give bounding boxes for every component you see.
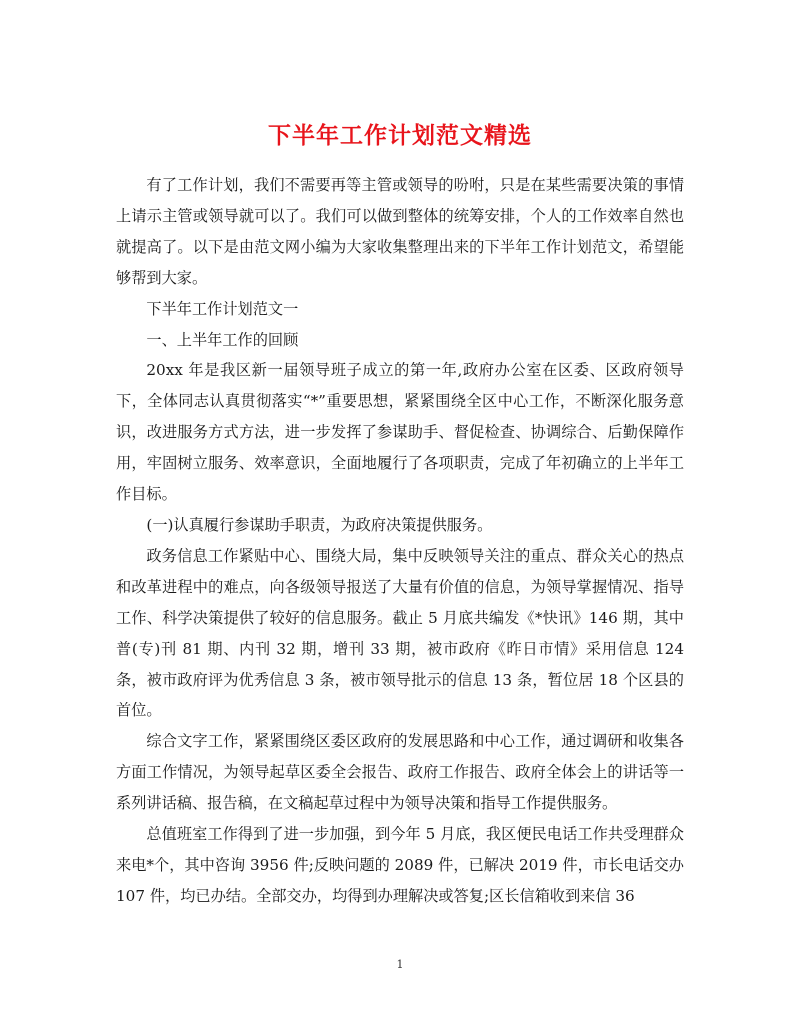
body-paragraph: 政务信息工作紧贴中心、围绕大局，集中反映领导关注的重点、群众关心的热点和改革进程中的难点，向各级领导报送了大量有价值的信息，为领导掌握情况、指导工作、科学决策提供了较好的信息服务。截止 5 月底共编发《*快讯》146 期，其中普(专)刊 81 期、内刊 32 期，增刊 33 期，被市政府《昨日市情》采用信息 124 条，被市政府评为优秀信息 3 条，被市领导批示的信息 13 条，暂位居 18 个区县的首位。 bbox=[116, 546, 684, 720]
document-title: 下半年工作计划范文精选 bbox=[268, 122, 532, 150]
body-paragraph: 总值班室工作得到了进一步加强，到今年 5 月底，我区便民电话工作共受理群众来电*个，其中咨询 3956 件;反映问题的 2089 件，已解决 2019 件，市长电话交办 107 件，均已办结。全部交办，均得到办理解决或答复;区长信箱收到来信 36 bbox=[116, 825, 684, 905]
page-number: 1 bbox=[396, 958, 404, 971]
subsection-heading: 一、上半年工作的回顾 bbox=[146, 330, 299, 349]
item-heading: (一)认真履行参谋助手职责，为政府决策提供服务。 bbox=[146, 515, 493, 534]
body-paragraph: 综合文字工作，紧紧围绕区委区政府的发展思路和中心工作，通过调研和收集各方面工作情况，为领导起草区委全会报告、政府工作报告、政府全体会上的讲话等一系列讲话稿、报告稿，在文稿起草过程中为领导决策和指导工作提供服务。 bbox=[116, 732, 684, 813]
body-paragraph: 20xx 年是我区新一届领导班子成立的第一年,政府办公室在区委、区政府领导下，全体同志认真贯彻落实“*”重要思想，紧紧围绕全区中心工作，不断深化服务意识，改进服务方式方法，进一步发挥了参谋助手、督促检查、协调综合、后勤保障作用，牢固树立服务、效率意识，全面地履行了各项职责，完成了年初确立的上半年工作目标。 bbox=[116, 361, 684, 504]
section-heading: 下半年工作计划范文一 bbox=[146, 299, 299, 318]
intro-paragraph: 有了工作计划，我们不需要再等主管或领导的吩咐，只是在某些需要决策的事情上请示主管或领导就可以了。我们可以做到整体的统筹安排，个人的工作效率自然也就提高了。以下是由范文网小编为大家收集整理出来的下半年工作计划范文，希望能够帮到大家。 bbox=[116, 176, 684, 287]
document-body bbox=[116, 170, 684, 912]
